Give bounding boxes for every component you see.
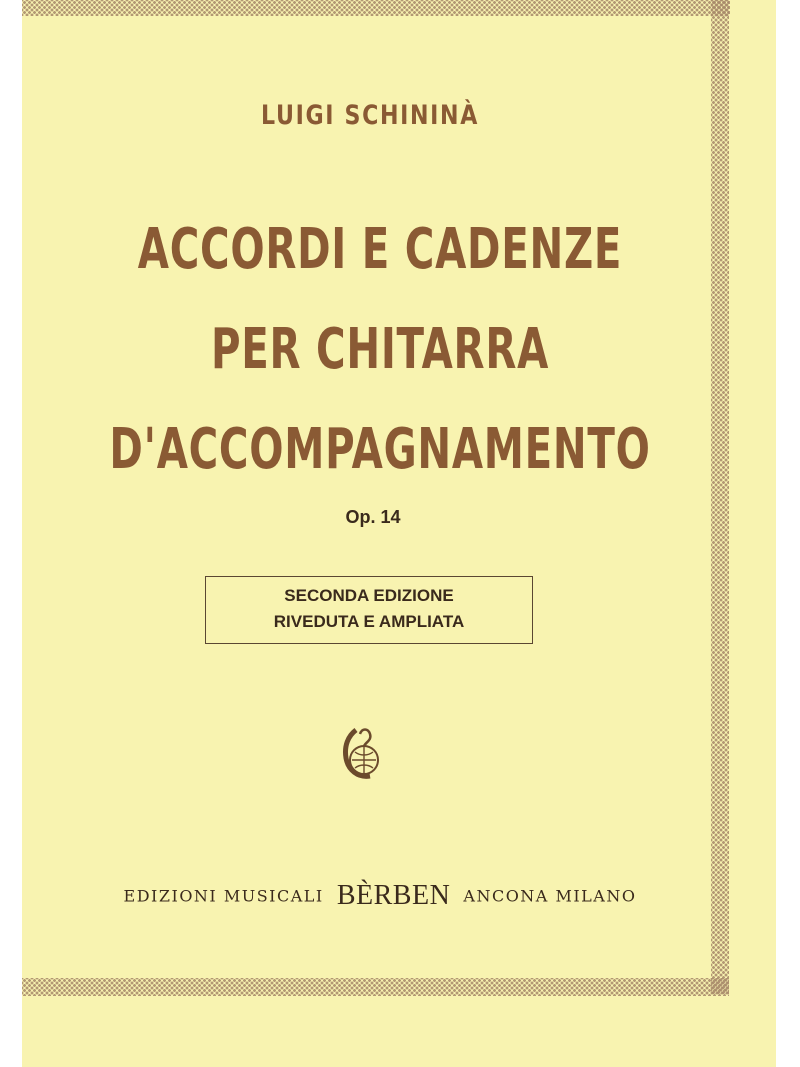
title-line-3: D'ACCOMPAGNAMENTO [109,417,651,482]
edition-line-1: SECONDA EDIZIONE [284,586,454,605]
title-line-1: ACCORDI E CADENZE [137,217,623,282]
ornament-border-bottom [22,978,729,996]
opus-number: Op. 14 [345,507,401,527]
title-line-2: PER CHITARRA [210,317,550,382]
edition-line-2: RIVEDUTA E AMPLIATA [273,612,465,631]
edition-box [205,576,533,644]
ornament-border-right [711,0,729,994]
publisher-cities: ANCONA MILANO [463,886,637,906]
publisher-prefix: EDIZIONI MUSICALI [123,886,324,906]
author-name: LUIGI SCHININÀ [260,100,479,131]
berben-emblem-icon [338,724,384,782]
publisher-name: BÈRBEN [336,880,451,911]
ornament-border-top [22,0,730,16]
publisher-line [40,880,720,912]
